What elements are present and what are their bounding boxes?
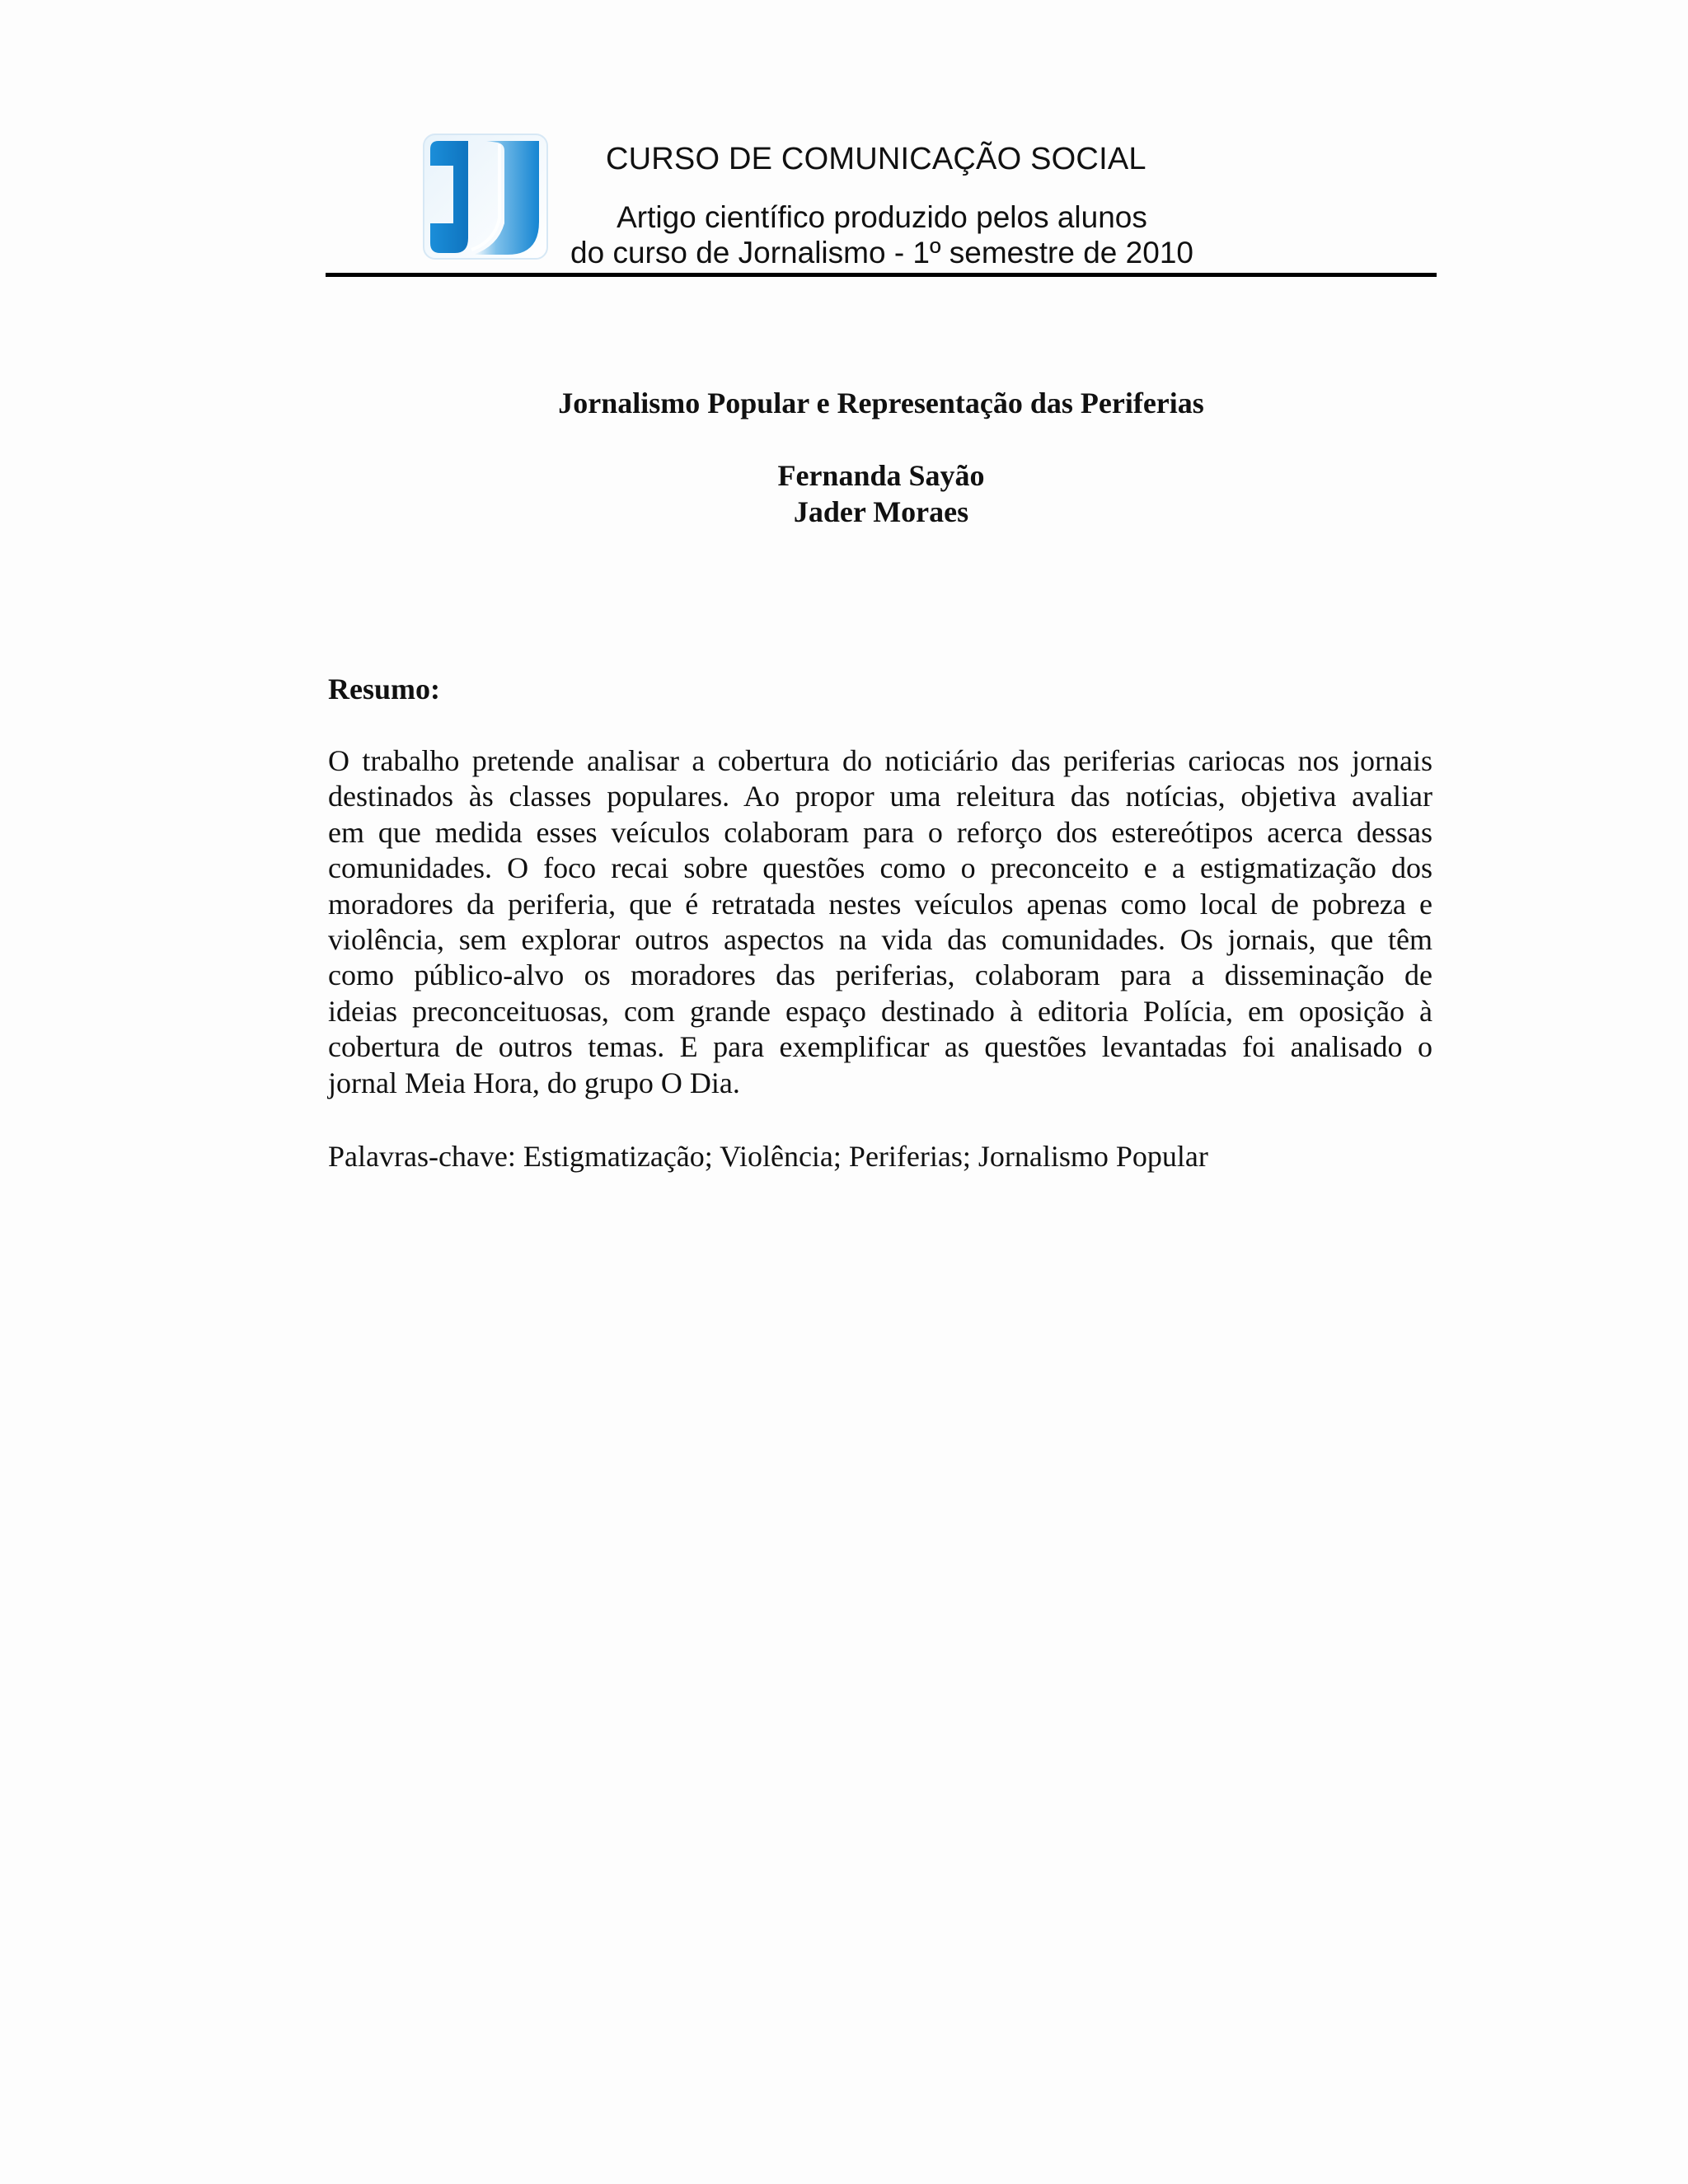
keywords: Palavras-chave: Estigmatização; Violência; Periferias; Jornalismo Popular <box>328 1140 1208 1173</box>
abstract-body <box>328 743 1432 1101</box>
article-note-line-1: Artigo científico produzido pelos alunos <box>617 200 1147 234</box>
abstract-line: violência, sem explorar outros aspectos na vida das comunidades. Os jornais, que têm <box>328 923 1432 957</box>
article-note-line-2: do curso de Jornalismo - 1º semestre de 2010 <box>570 236 1193 269</box>
abstract-line: comunidades. O foco recai sobre questões como o preconceito e a estigmatização dos <box>328 851 1432 885</box>
abstract-line: jornal Meia Hora, do grupo O Dia. <box>328 1066 740 1099</box>
abstract-line: O trabalho pretende analisar a cobertura do noticiário das periferias cariocas nos jornais <box>328 744 1432 777</box>
abstract-line: como público-alvo os moradores das periferias, colaboram para a disseminação de <box>328 958 1432 992</box>
abstract-line: moradores da periferia, que é retratada nestes veículos apenas como local de pobreza e <box>328 887 1432 921</box>
paper-title: Jornalismo Popular e Representação das Periferias <box>558 387 1204 419</box>
author-name: Jader Moraes <box>793 495 969 528</box>
course-title: CURSO DE COMUNICAÇÃO SOCIAL <box>606 142 1146 176</box>
abstract-line: ideias preconceituosas, com grande espaço destinado à editoria Polícia, em oposição à <box>328 994 1432 1028</box>
article-note <box>511 199 1253 270</box>
abstract-line: destinados às classes populares. Ao propor uma releitura das notícias, objetiva avaliar <box>328 780 1432 813</box>
abstract-line: cobertura de outros temas. E para exemplificar as questões levantadas foi analisado o <box>328 1030 1432 1064</box>
abstract-line: em que medida esses veículos colaboram para o reforço dos estereótipos acerca dessas <box>328 815 1432 849</box>
abstract-heading: Resumo: <box>328 673 440 705</box>
author-list <box>326 457 1437 530</box>
author-name: Fernanda Sayão <box>777 459 985 492</box>
header-divider <box>326 273 1437 277</box>
